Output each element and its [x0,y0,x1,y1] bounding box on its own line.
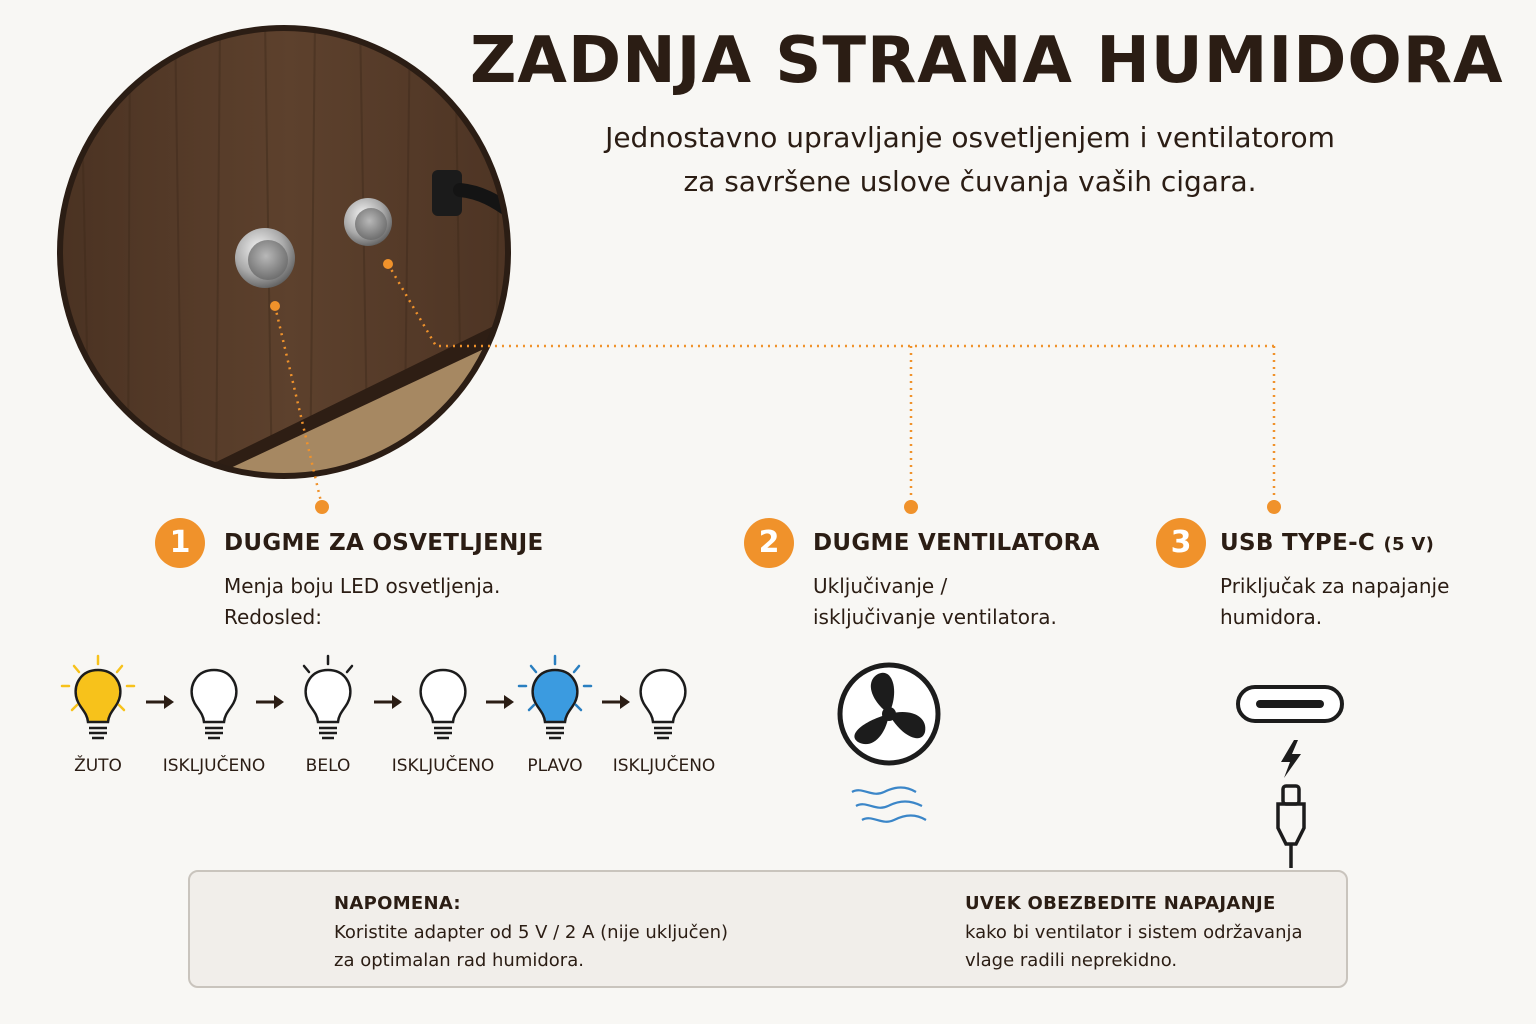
fan-button-photo [344,198,392,246]
page-title: ZADNJA STRANA HUMIDORA [470,24,1504,98]
bulb-label: ISKLJUČENO [391,756,495,776]
note-title: NAPOMENA: [334,893,461,914]
section-title-text: DUGME ZA OSVETLJENJE [224,530,544,556]
section-title-text: DUGME VENTILATORA [813,530,1100,556]
section-title-usb-c [1220,530,1434,556]
bulb-label: ŽUTO [74,756,122,776]
light-bulb-icon [519,656,591,738]
section-title-fan-button [813,530,1100,556]
subtitle-line: Jednostavno upravljanje osvetljenjem i ventilatorom [605,121,1335,154]
usb-c-port-icon [1238,687,1342,721]
light-bulb-icon [192,670,237,738]
desc-line: Priključak za napajanje [1220,574,1450,598]
airflow-icon [852,788,926,822]
section-desc-fan-button [813,571,1057,633]
light-button-photo [235,228,295,288]
light-bulb-icon [62,656,134,738]
note-line: Koristite adapter od 5 V / 2 A (nije uključen) [334,922,729,943]
desc-line: Menja boju LED osvetljenja. [224,574,501,598]
lightning-icon [1281,740,1301,778]
light-bulb-icon [641,670,686,738]
note-line: vlage radili neprekidno. [965,950,1178,971]
section-desc-light-button [224,571,500,633]
section-desc-usb-c [1220,571,1449,633]
note-line: za optimalan rad humidora. [334,950,584,971]
arrow-icon [602,695,630,709]
section-title-light-button [224,530,544,556]
note-text [334,919,728,975]
desc-line: Uključivanje / [813,574,948,598]
note-line: kako bi ventilator i sistem održavanja [965,922,1303,943]
note-title: UVEK OBEZBEDITE NAPAJANJE [965,893,1276,914]
section-number-badge: 3 [1156,518,1206,568]
desc-line: Redosled: [224,605,322,629]
arrow-icon [486,695,514,709]
desc-line: isključivanje ventilatora. [813,605,1057,629]
section-title-suffix: (5 V) [1383,534,1435,555]
arrow-icon [374,695,402,709]
bulb-label: ISKLJUČENO [162,756,266,776]
section-title-text: USB TYPE-C [1220,530,1376,556]
light-bulb-icon [304,656,352,738]
usb-c-plug-icon [1278,786,1304,868]
fan-icon [840,665,938,763]
note-text [965,919,1303,975]
section-number-badge: 1 [155,518,205,568]
page-subtitle [520,116,1420,204]
light-bulb-icon [421,670,466,738]
desc-line: humidora. [1220,605,1323,629]
humidor-photo [50,20,530,500]
arrow-icon [256,695,284,709]
light-sequence [62,656,685,738]
arrow-icon [146,695,174,709]
bulb-label: PLAVO [527,756,583,776]
bulb-label: ISKLJUČENO [612,756,716,776]
section-number-badge: 2 [744,518,794,568]
subtitle-line: za savršene uslove čuvanja vaših cigara. [683,165,1257,198]
bulb-label: BELO [305,756,351,776]
